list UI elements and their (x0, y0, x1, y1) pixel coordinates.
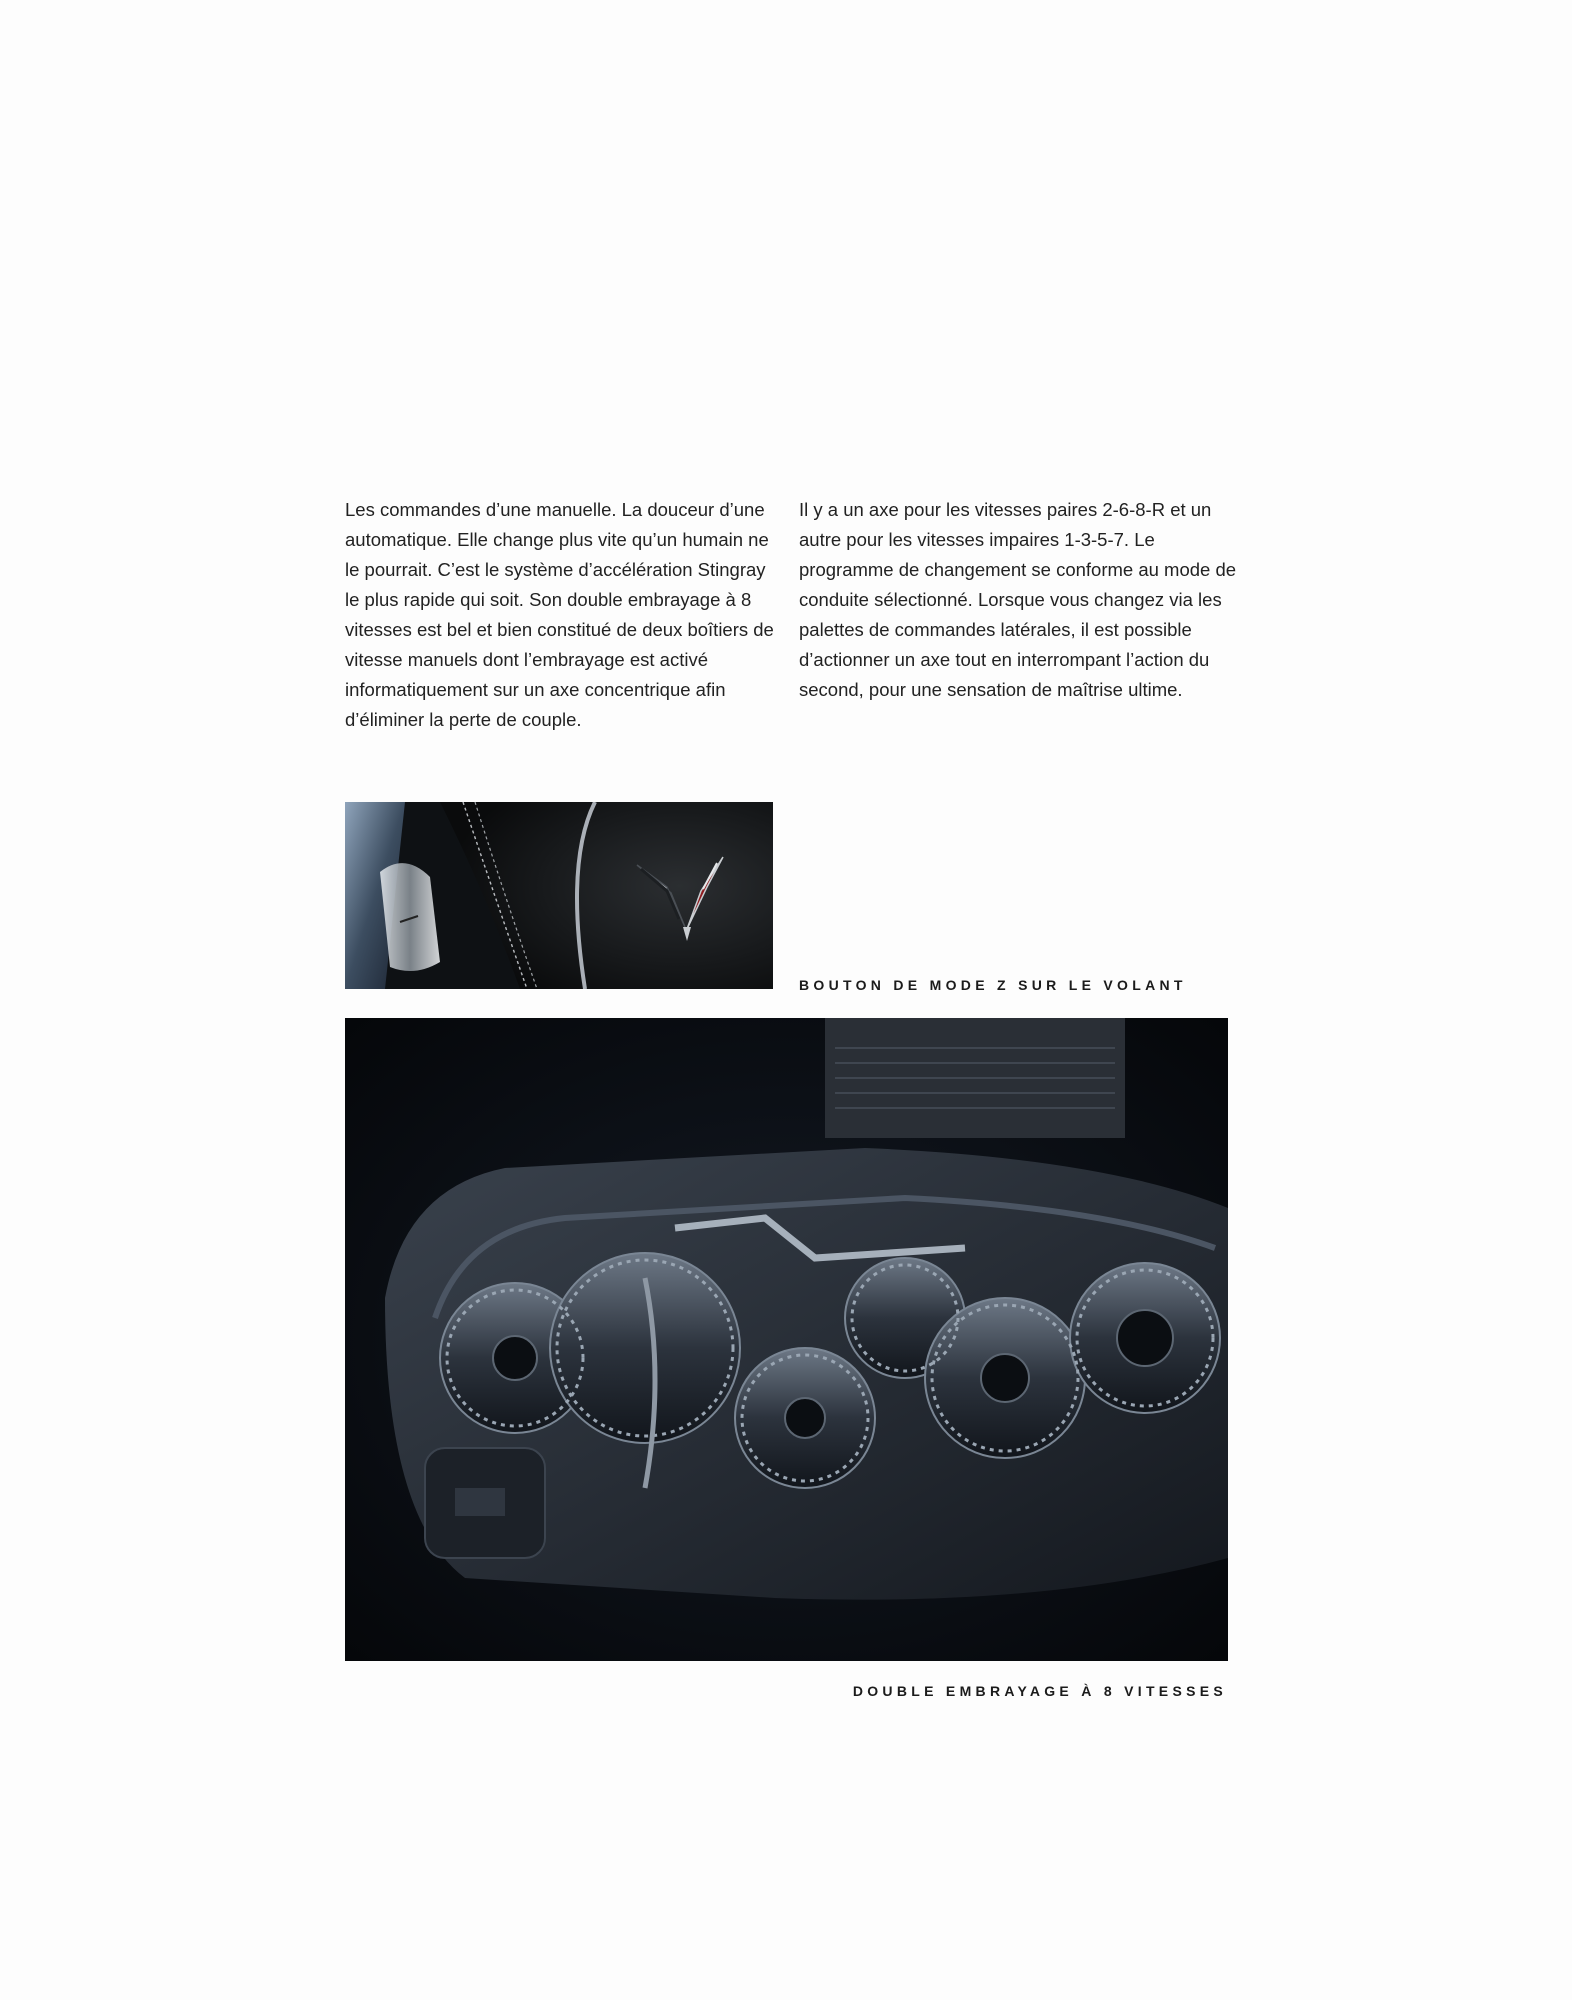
steering-wheel-photo (345, 802, 773, 989)
transmission-photo (345, 1018, 1228, 1661)
caption-transmission: DOUBLE EMBRAYAGE À 8 VITESSES (852, 1683, 1227, 1699)
caption-steering-wheel: BOUTON DE MODE Z SUR LE VOLANT (799, 977, 1187, 993)
body-text-right: Il y a un axe pour les vitesses paires 2-6-8-R et un autre pour les vitesses impaires 1-3-5-7. Le programme de changement se conforme au mode de conduite sélectionné. Lorsque vous changez via les palettes de commandes latérales, il est possible d’actionner un axe tout en interrompant l’action du second, pour une sensation de maîtrise ultime. (799, 499, 1237, 700)
body-text-left: Les commandes d’une manuelle. La douceur d’une automatique. Elle change plus vite qu’un humain ne le pourrait. C’est le système d’accélération Stingray le plus rapide qui soit. Son double embrayage à 8 vitesses est bel et bien constitué de deux boîtiers de vitesse manuels dont l’embrayage est activé informatiquement sur un axe concentrique afin d’éliminer la perte de couple. (345, 499, 774, 730)
